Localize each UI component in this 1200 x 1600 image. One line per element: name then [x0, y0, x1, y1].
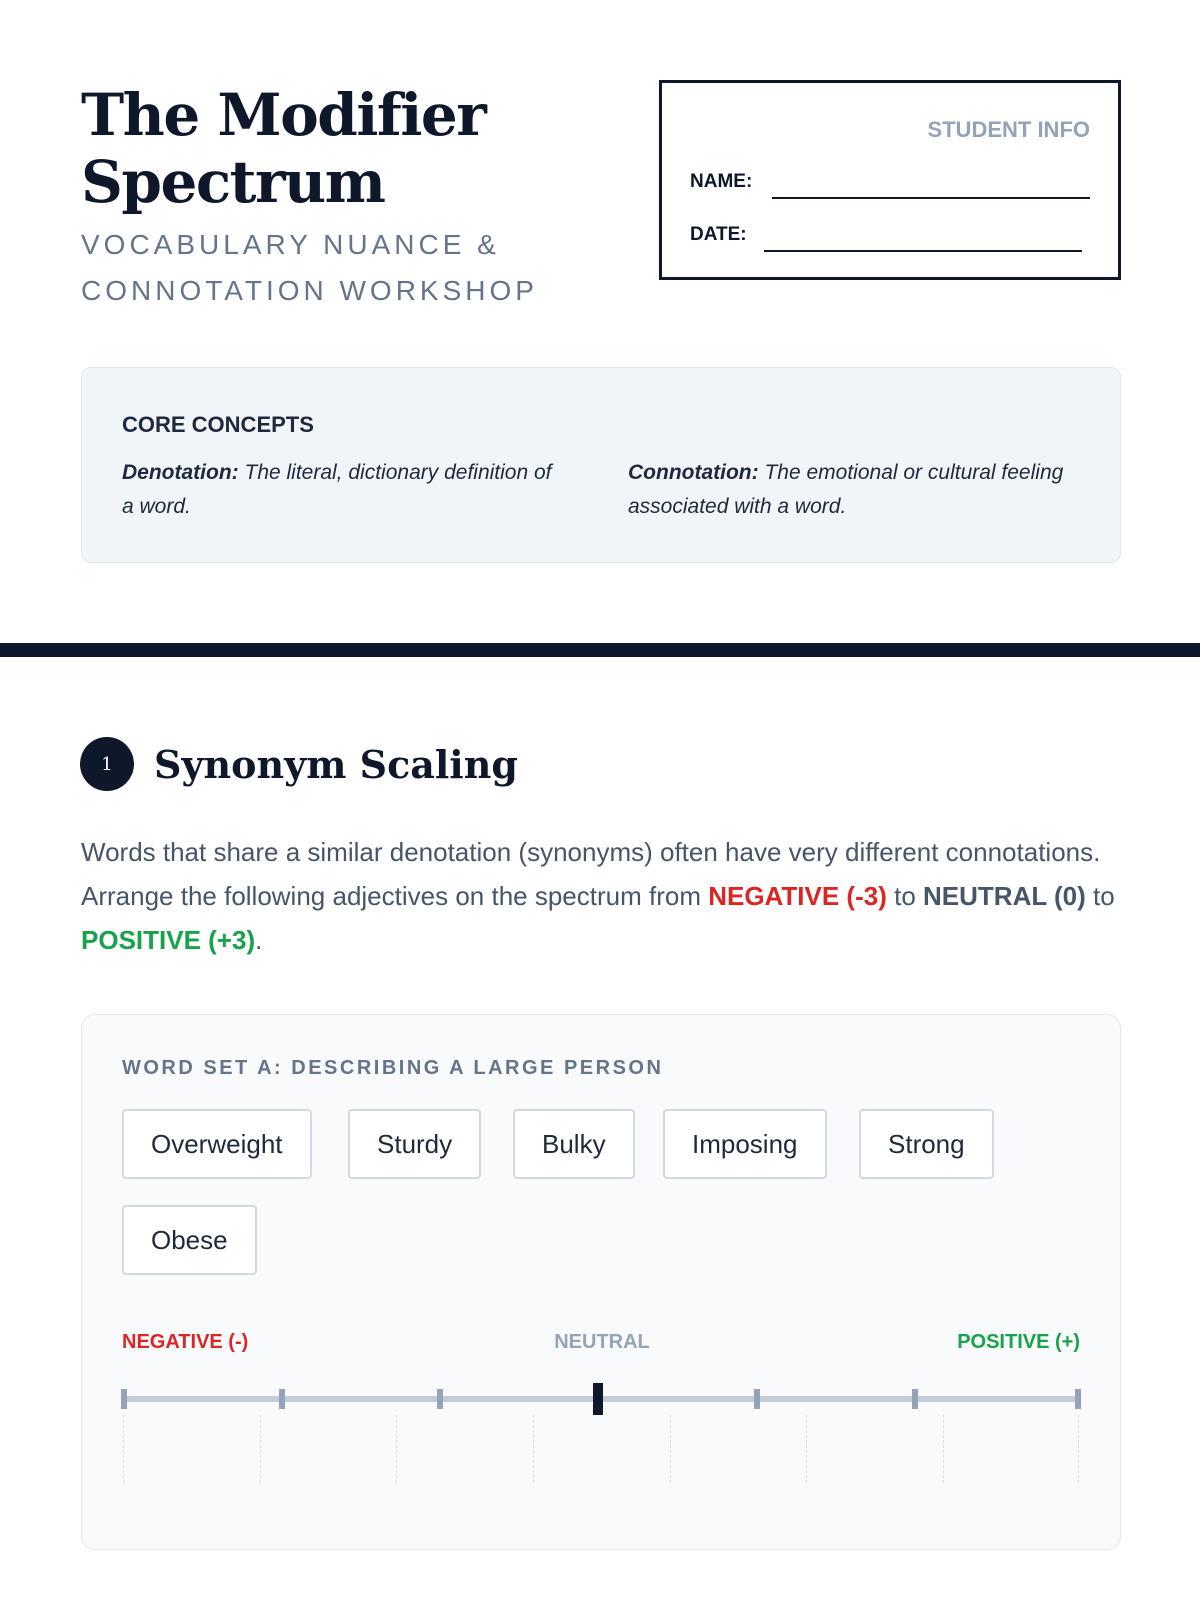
section-divider	[0, 643, 1200, 657]
guide-line	[533, 1415, 534, 1483]
spectrum-negative-label: NEGATIVE (-)	[122, 1331, 249, 1353]
negative-term: NEGATIVE (-3)	[708, 881, 887, 911]
core-concepts-heading: CORE CONCEPTS	[122, 412, 314, 437]
section-instructions	[81, 830, 1121, 962]
guide-line	[670, 1415, 671, 1483]
guide-line	[260, 1415, 261, 1483]
tick-minus-2[interactable]	[279, 1389, 285, 1409]
tick-plus-2[interactable]	[912, 1389, 918, 1409]
word-chip-bulky[interactable]: Bulky	[513, 1109, 635, 1179]
tick-minus-1[interactable]	[437, 1389, 443, 1409]
word-chip-imposing[interactable]: Imposing	[663, 1109, 827, 1179]
positive-term: POSITIVE (+3)	[81, 925, 256, 955]
page-title: The Modifier Spectrum	[81, 81, 486, 216]
page-subtitle: VOCABULARY NUANCE & CONNOTATION WORKSHOP	[81, 229, 538, 306]
word-chip-sturdy[interactable]: Sturdy	[348, 1109, 481, 1179]
name-field[interactable]	[772, 197, 1090, 199]
guide-line	[1078, 1415, 1079, 1483]
section-title: Synonym Scaling	[154, 742, 518, 787]
tick-minus-3[interactable]	[121, 1389, 127, 1409]
word-set-label: WORD SET A: DESCRIBING A LARGE PERSON	[122, 1057, 664, 1079]
guide-line	[806, 1415, 807, 1483]
word-chip-overweight[interactable]: Overweight	[122, 1109, 312, 1179]
neutral-term: NEUTRAL (0)	[923, 881, 1086, 911]
date-field[interactable]	[764, 250, 1082, 252]
spectrum-positive-label: POSITIVE (+)	[957, 1331, 1080, 1353]
tick-plus-3[interactable]	[1075, 1389, 1081, 1409]
connotation-definition	[628, 456, 1088, 524]
joiner-to-2: to	[1093, 881, 1115, 911]
date-label: DATE:	[690, 224, 747, 245]
joiner-to-1: to	[894, 881, 916, 911]
section-number-badge: 1	[80, 737, 134, 791]
word-chip-obese[interactable]: Obese	[122, 1205, 257, 1275]
tick-neutral-center[interactable]	[593, 1383, 603, 1415]
student-info-box	[659, 80, 1121, 280]
word-chip-strong[interactable]: Strong	[859, 1109, 994, 1179]
connotation-term: Connotation:	[628, 461, 759, 484]
spectrum-neutral-label: NEUTRAL	[554, 1331, 650, 1353]
tick-plus-1[interactable]	[754, 1389, 760, 1409]
denotation-definition	[122, 456, 552, 524]
name-label: NAME:	[690, 171, 753, 192]
student-info-label: STUDENT INFO	[927, 117, 1090, 142]
core-concepts-panel	[81, 367, 1121, 563]
guide-line	[943, 1415, 944, 1483]
instructions-text: Words that share a similar denotation (synonyms) often have very different connotations. Arrange the following adjectives on the spectrum from	[81, 837, 1101, 911]
guide-line	[123, 1415, 124, 1483]
denotation-term: Denotation:	[122, 461, 239, 484]
sentence-period: .	[255, 925, 263, 955]
connotation-text: The emotional or cultural feeling associated with a word.	[628, 461, 1064, 518]
denotation-text: The literal, dictionary definition of a word.	[122, 461, 552, 518]
word-set-panel	[81, 1014, 1121, 1550]
guide-line	[396, 1415, 397, 1483]
